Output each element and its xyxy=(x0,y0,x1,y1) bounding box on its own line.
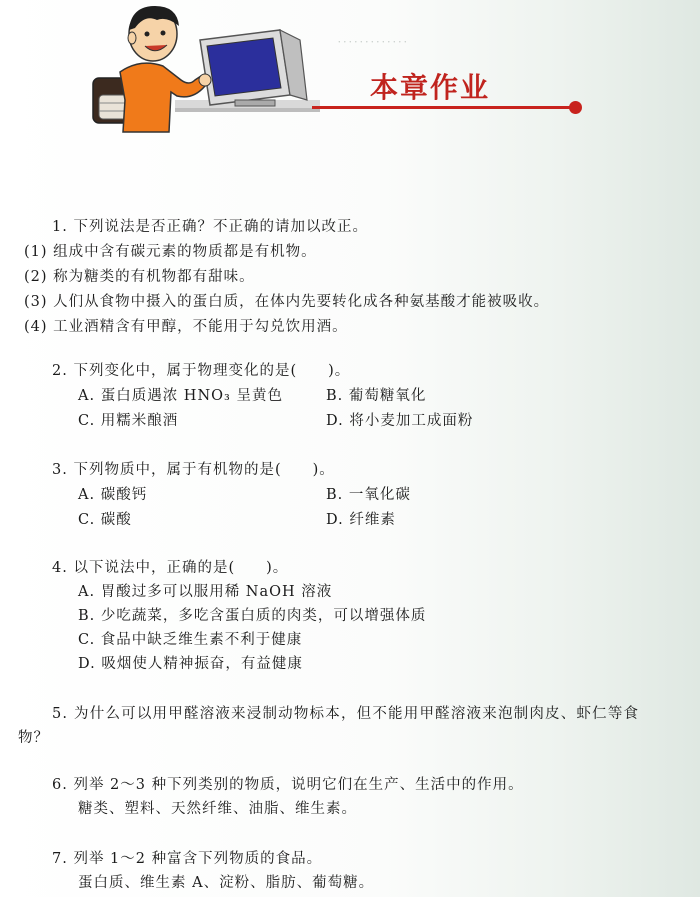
question-3-stem: 3. 下列物质中，属于有机物的是( )。 xyxy=(52,462,335,478)
question-7-detail: 蛋白质、维生素 A、淀粉、脂肪、葡萄糖。 xyxy=(78,875,375,891)
question-4-option-b: B. 少吃蔬菜，多吃含蛋白质的肉类，可以增强体质 xyxy=(78,608,427,624)
chapter-title: 本章作业 xyxy=(370,71,491,104)
question-1-item: (1) 组成中含有碳元素的物质都是有机物。 xyxy=(24,244,317,260)
bleed-through-text: ．．．．．．．．．．．．． xyxy=(330,32,407,45)
question-6-detail: 糖类、塑料、天然纤维、油脂、维生素。 xyxy=(78,801,357,817)
question-3-option-b: B. 一氧化碳 xyxy=(326,487,411,503)
question-4-option-c: C. 食品中缺乏维生素不利于健康 xyxy=(78,632,303,648)
question-1-item: (2) 称为糖类的有机物都有甜味。 xyxy=(24,269,255,285)
question-4-option-d: D. 吸烟使人精神振奋，有益健康 xyxy=(78,656,303,672)
question-1-item: (3) 人们从食物中摄入的蛋白质，在体内先要转化成各种氨基酸才能被吸收。 xyxy=(24,294,550,310)
question-3-option-a: A. 碳酸钙 xyxy=(78,487,148,503)
question-2-option-d: D. 将小麦加工成面粉 xyxy=(326,413,474,429)
question-3-option-c: C. 碳酸 xyxy=(78,512,132,528)
question-1-item: (4) 工业酒精含有甲醇，不能用于勾兑饮用酒。 xyxy=(24,319,348,335)
question-4-option-a: A. 胃酸过多可以服用稀 NaOH 溶液 xyxy=(78,584,333,600)
question-7-stem: 7. 列举 1～2 种富含下列物质的食品。 xyxy=(52,851,323,867)
question-3-option-d: D. 纤维素 xyxy=(326,512,396,528)
question-2-option-b: B. 葡萄糖氧化 xyxy=(326,388,427,404)
question-2-stem: 2. 下列变化中，属于物理变化的是( )。 xyxy=(52,363,351,379)
question-5-line-1: 5. 为什么可以用甲醛溶液来浸制动物标本，但不能用甲醛溶液来泡制肉皮、虾仁等食 xyxy=(52,706,640,722)
title-underline xyxy=(312,106,578,109)
question-4-stem: 4. 以下说法中，正确的是( )。 xyxy=(52,560,289,576)
question-6-stem: 6. 列举 2～3 种下列类别的物质，说明它们在生产、生活中的作用。 xyxy=(52,777,524,793)
chapter-header xyxy=(0,0,700,150)
question-2-option-a: A. 蛋白质遇浓 HNO₃ 呈黄色 xyxy=(78,388,283,404)
title-underline-dot xyxy=(569,101,582,114)
boy-at-computer-illustration xyxy=(85,0,320,140)
question-1-stem: 1. 下列说法是否正确？不正确的请加以改正。 xyxy=(52,219,368,235)
question-5-line-2: 物？ xyxy=(18,730,49,746)
question-2-option-c: C. 用糯米酿酒 xyxy=(78,413,179,429)
